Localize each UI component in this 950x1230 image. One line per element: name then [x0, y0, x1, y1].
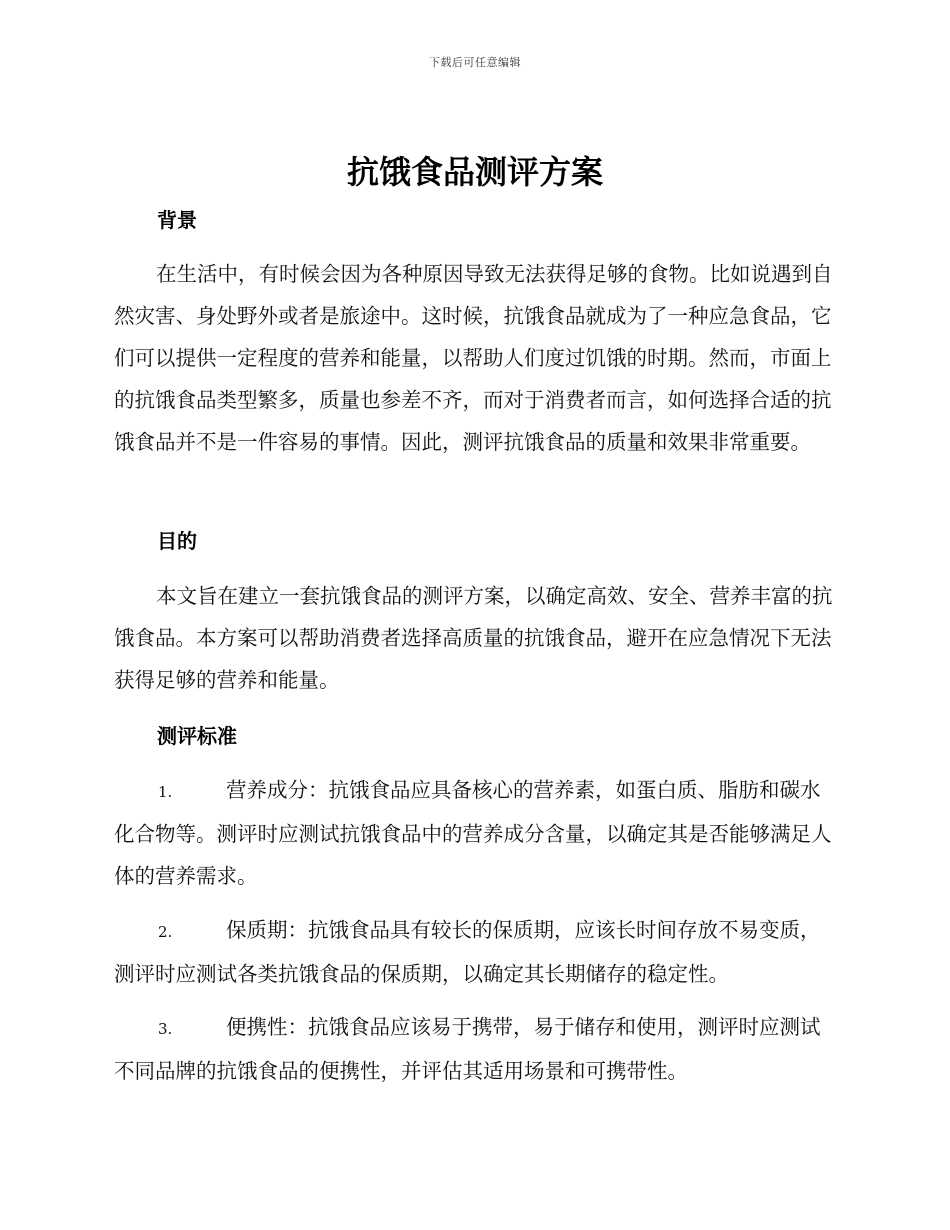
- section-heading-criteria: 测评标准: [157, 724, 237, 748]
- section-heading-purpose: 目的: [157, 529, 197, 553]
- criteria-list-item: [114, 769, 838, 897]
- criteria-list-item: [114, 1006, 838, 1092]
- paragraph-background: 在生活中，有时候会因为各种原因导致无法获得足够的食物。比如说遇到自然灾害、身处野外或者是旅途中。这时候，抗饿食品就成为了一种应急食品，它们可以提供一定程度的营养和能量，以帮助人们度过饥饿的时期。然而，市面上的抗饿食品类型繁多，质量也参差不齐，而对于消费者而言，如何选择合适的抗饿食品并不是一件容易的事情。因此，测评抗饿食品的质量和效果非常重要。: [114, 262, 833, 454]
- list-item-text: 营养成分：抗饿食品应具备核心的营养素，如蛋白质、脂肪和碳水化合物等。测评时应测试抗饿食品中的营养成分含量，以确定其是否能够满足人体的营养需求。: [114, 778, 832, 888]
- list-item-text: 保质期：抗饿食品具有较长的保质期，应该长时间存放不易变质，测评时应测试各类抗饿食品的保质期，以确定其长期储存的稳定性。: [114, 918, 821, 986]
- list-item-number: 3.: [158, 1020, 173, 1038]
- section-heading-background: 背景: [157, 208, 197, 232]
- list-item-text: 便携性：抗饿食品应该易于携带，易于储存和使用，测评时应测试不同品牌的抗饿食品的便携性，并评估其适用场景和可携带性。: [114, 1015, 821, 1083]
- list-item-number: 1.: [158, 783, 173, 801]
- list-item-number: 2.: [158, 923, 173, 941]
- page-header-note: 下载后可任意编辑: [429, 56, 521, 69]
- paragraph-purpose: 本文旨在建立一套抗饿食品的测评方案，以确定高效、安全、营养丰富的抗饿食品。本方案可以帮助消费者选择高质量的抗饿食品，避开在应急情况下无法获得足够的营养和能量。: [114, 584, 833, 692]
- criteria-list-item: [114, 909, 838, 995]
- document-title: 抗饿食品测评方案: [346, 153, 603, 191]
